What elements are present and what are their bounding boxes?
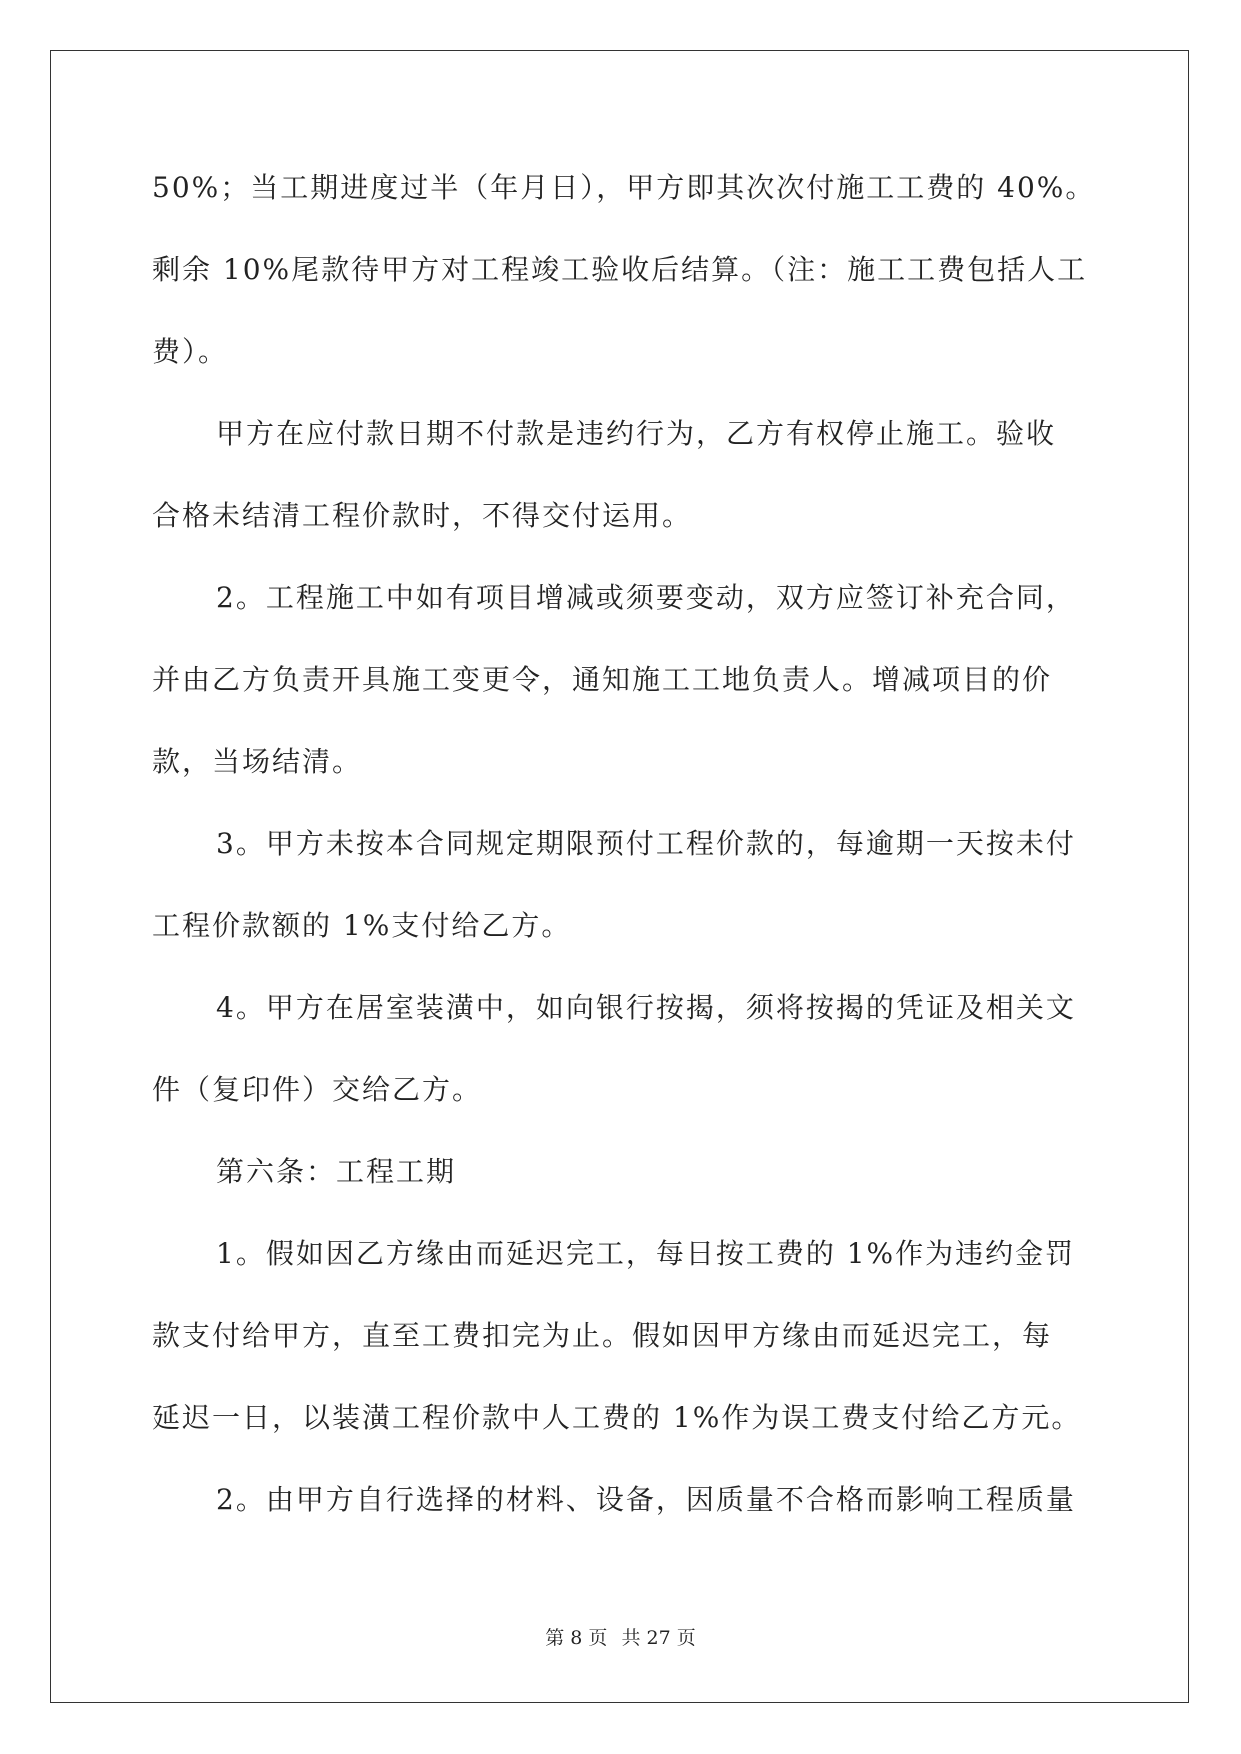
page-footer [0, 1623, 1241, 1650]
text-line: 合格未结清工程价款时，不得交付运用。 [152, 499, 693, 532]
text-line: 甲方在应付款日期不付款是违约行为，乙方有权停止施工。验收 [216, 417, 1057, 450]
page-number-total: 共 27 页 [621, 1627, 696, 1649]
text-line: 50%；当工期进度过半（年月日），甲方即其次次付施工工费的 40%。 [152, 171, 1096, 204]
text-line: 款，当场结清。 [152, 745, 363, 778]
text-line: 3。甲方未按本合同规定期限预付工程价款的，每逾期一天按未付 [216, 827, 1076, 860]
text-line: 工程价款额的 1%支付给乙方。 [152, 909, 572, 942]
text-line: 并由乙方负责开具施工变更令，通知施工工地负责人。增减项目的价 [152, 663, 1053, 696]
page-number-current: 第 8 页 [545, 1627, 608, 1649]
text-line: 4。甲方在居室装潢中，如向银行按揭，须将按揭的凭证及相关文 [216, 991, 1076, 1024]
document-body [152, 158, 1096, 1552]
text-line: 延迟一日，以装潢工程价款中人工费的 1%作为误工费支付给乙方元。 [152, 1401, 1082, 1434]
section-heading: 第六条：工程工期 [216, 1155, 457, 1188]
text-line: 件（复印件）交给乙方。 [152, 1073, 483, 1106]
text-line: 费）。 [152, 335, 229, 368]
text-line: 1。假如因乙方缘由而延迟完工，每日按工费的 1%作为违约金罚 [216, 1237, 1076, 1270]
text-line: 2。工程施工中如有项目增减或须要变动，双方应签订补充合同， [216, 581, 1076, 614]
text-line: 2。由甲方自行选择的材料、设备，因质量不合格而影响工程质量 [216, 1483, 1076, 1516]
text-line: 款支付给甲方，直至工费扣完为止。假如因甲方缘由而延迟完工，每 [152, 1319, 1053, 1352]
text-line: 剩余 10%尾款待甲方对工程竣工验收后结算。（注：施工工费包括人工 [152, 253, 1088, 286]
